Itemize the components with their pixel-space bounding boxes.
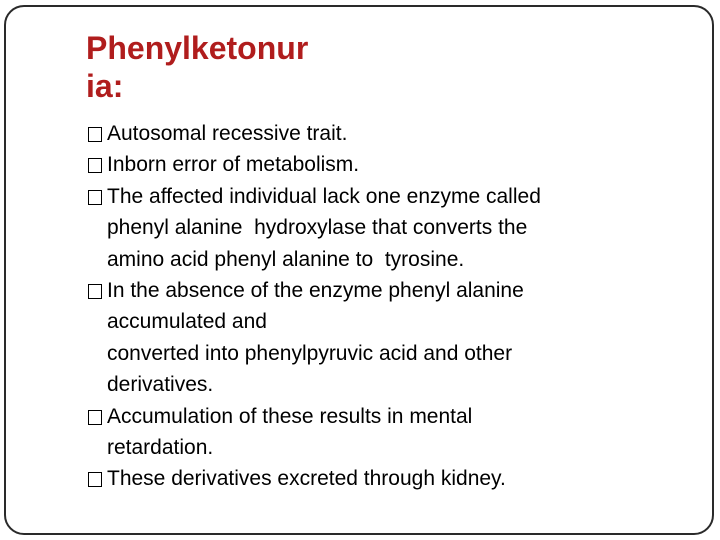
bullet-item: [88, 149, 688, 180]
bullet-item: [88, 181, 688, 275]
checkbox-square-icon: [88, 284, 102, 299]
bullet-line: amino acid phenyl alanine to tyrosine.: [107, 247, 465, 271]
bullet-line: Autosomal recessive trait.: [107, 122, 348, 145]
checkbox-square-icon: [88, 472, 102, 487]
bullet-line: accumulated and: [107, 310, 267, 334]
bullet-line: derivatives.: [107, 373, 214, 397]
slide-frame: [4, 5, 714, 535]
bullet-item: [88, 401, 688, 464]
bullet-line: phenyl alanine hydroxylase that converts the: [107, 216, 528, 240]
bullet-line: Accumulation of these results in mental: [107, 404, 473, 428]
bullet-line: Inborn error of metabolism.: [107, 153, 360, 177]
checkbox-square-icon: [88, 158, 102, 173]
bullet-line: converted into phenylpyruvic acid and other: [107, 341, 513, 365]
bullet-line: These derivatives excreted through kidney.: [107, 467, 506, 491]
bullet-item: [88, 463, 688, 494]
checkbox-square-icon: [88, 127, 102, 142]
bullet-line: retardation.: [107, 436, 214, 460]
checkbox-square-icon: [88, 190, 102, 205]
bullet-list: [88, 118, 688, 495]
slide-title: Phenylketonur ia:: [86, 30, 309, 104]
bullet-line: In the absence of the enzyme phenyl alanine: [107, 279, 524, 303]
bullet-line: The affected individual lack one enzyme called: [107, 184, 541, 208]
checkbox-square-icon: [88, 410, 102, 425]
bullet-item: [88, 275, 688, 401]
bullet-item: [88, 118, 688, 149]
